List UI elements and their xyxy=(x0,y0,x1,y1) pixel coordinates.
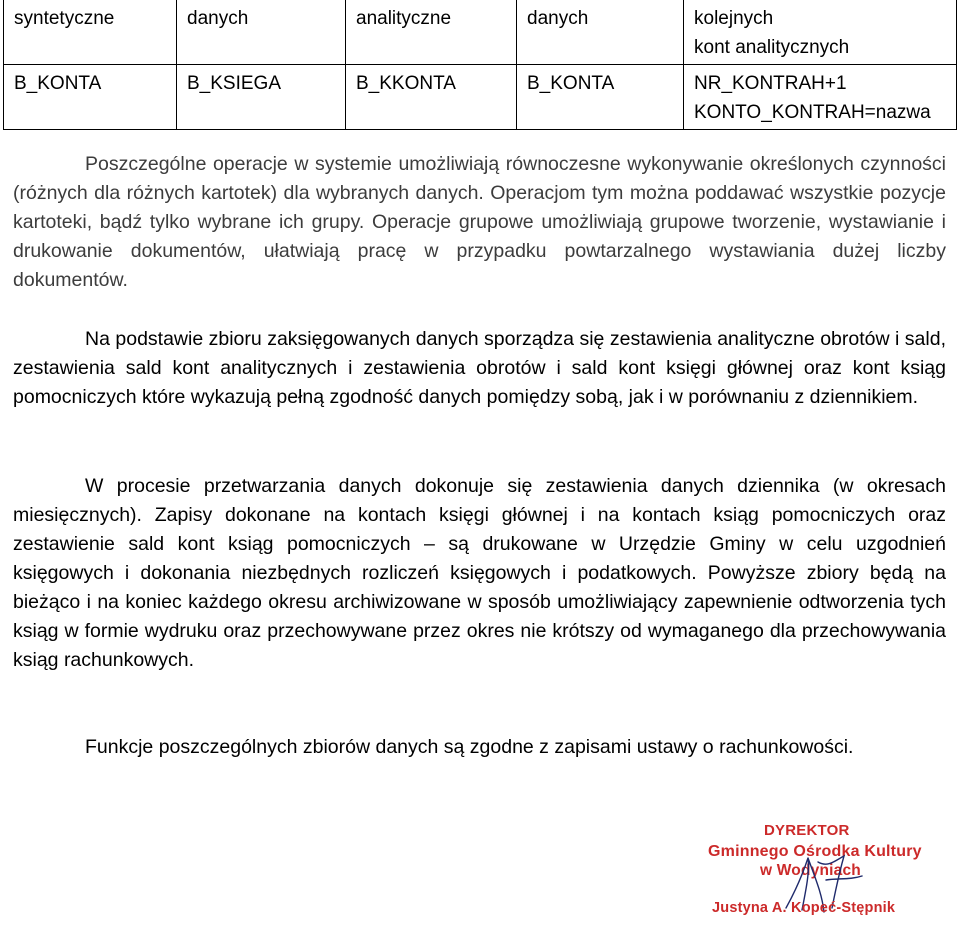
accounts-table xyxy=(3,0,957,130)
table-cell: danych xyxy=(517,0,684,65)
paragraph-text: Na podstawie zbioru zaksięgowanych danych sporządza się zestawienia analityczne obrotów i sald, zestawienia sald kont analitycznych i zestawienia obrotów i sald kont księgi głównej oraz kont ksiąg pomocniczych które wykazują pełną zgodność danych pomiędzy sobą, jak i w porównaniu z dziennikiem. xyxy=(13,328,946,408)
stamp-title: DYREKTOR xyxy=(764,822,850,839)
table-cell: B_KONTA xyxy=(4,65,177,130)
paragraph-operations xyxy=(13,150,946,295)
table-cell: NR_KONTRAH+1 KONTO_KONTRAH=nazwa xyxy=(684,65,957,130)
table-cell: B_KSIEGA xyxy=(177,65,346,130)
stamp-name: Justyna A. Kopeć-Stępnik xyxy=(712,900,896,916)
paragraph-text: Poszczególne operacje w systemie umożliwiają równoczesne wykonywanie określonych czynności (różnych dla różnych kartotek) dla wybranych danych. Operacjom tym można poddawać wszystkie pozycje kartoteki, bądź tylko wybrane ich grupy. Operacje grupowe umożliwiają grupowe tworzenie, wystawianie i drukowanie dokumentów, ułatwiają pracę w przypadku powtarzalnego wystawiania dużej liczby dokumentów. xyxy=(13,153,946,291)
paragraph-text: Funkcje poszczególnych zbiorów danych są zgodne z zapisami ustawy o rachunkowości. xyxy=(85,736,854,758)
table-row xyxy=(4,0,957,65)
table-cell: analityczne xyxy=(346,0,517,65)
table-cell: danych xyxy=(177,0,346,65)
stamp-institution: Gminnego Ośrodka Kultury xyxy=(708,843,922,860)
paragraph-processing xyxy=(13,472,946,675)
table-cell: B_KONTA xyxy=(517,65,684,130)
table-cell: B_KKONTA xyxy=(346,65,517,130)
director-stamp xyxy=(706,820,922,925)
table-cell: kolejnych kont analitycznych xyxy=(684,0,957,65)
paragraph-functions xyxy=(13,733,946,762)
table-cell: syntetyczne xyxy=(4,0,177,65)
stamp-location: w Wodyniach xyxy=(760,862,861,879)
table-row xyxy=(4,65,957,130)
paragraph-text: W procesie przetwarzania danych dokonuje się zestawienia danych dziennika (w okresach miesięcznych). Zapisy dokonane na kontach księgi głównej i na kontach ksiąg pomocniczych oraz zestawienie sald kont ksiąg pomocniczych – są drukowane w Urzędzie Gminy w celu uzgodnień księgowych i dokonania niezbędnych rozliczeń księgowych i podatkowych. Powyższe zbiory będą na bieżąco i na koniec każdego okresu archiwizowane w sposób umożliwiający zapewnienie odtworzenia tych ksiąg w formie wydruku oraz przechowywane przez okres nie krótszy od wymaganego dla przechowywania ksiąg rachunkowych. xyxy=(13,475,946,671)
paragraph-statements xyxy=(13,325,946,412)
